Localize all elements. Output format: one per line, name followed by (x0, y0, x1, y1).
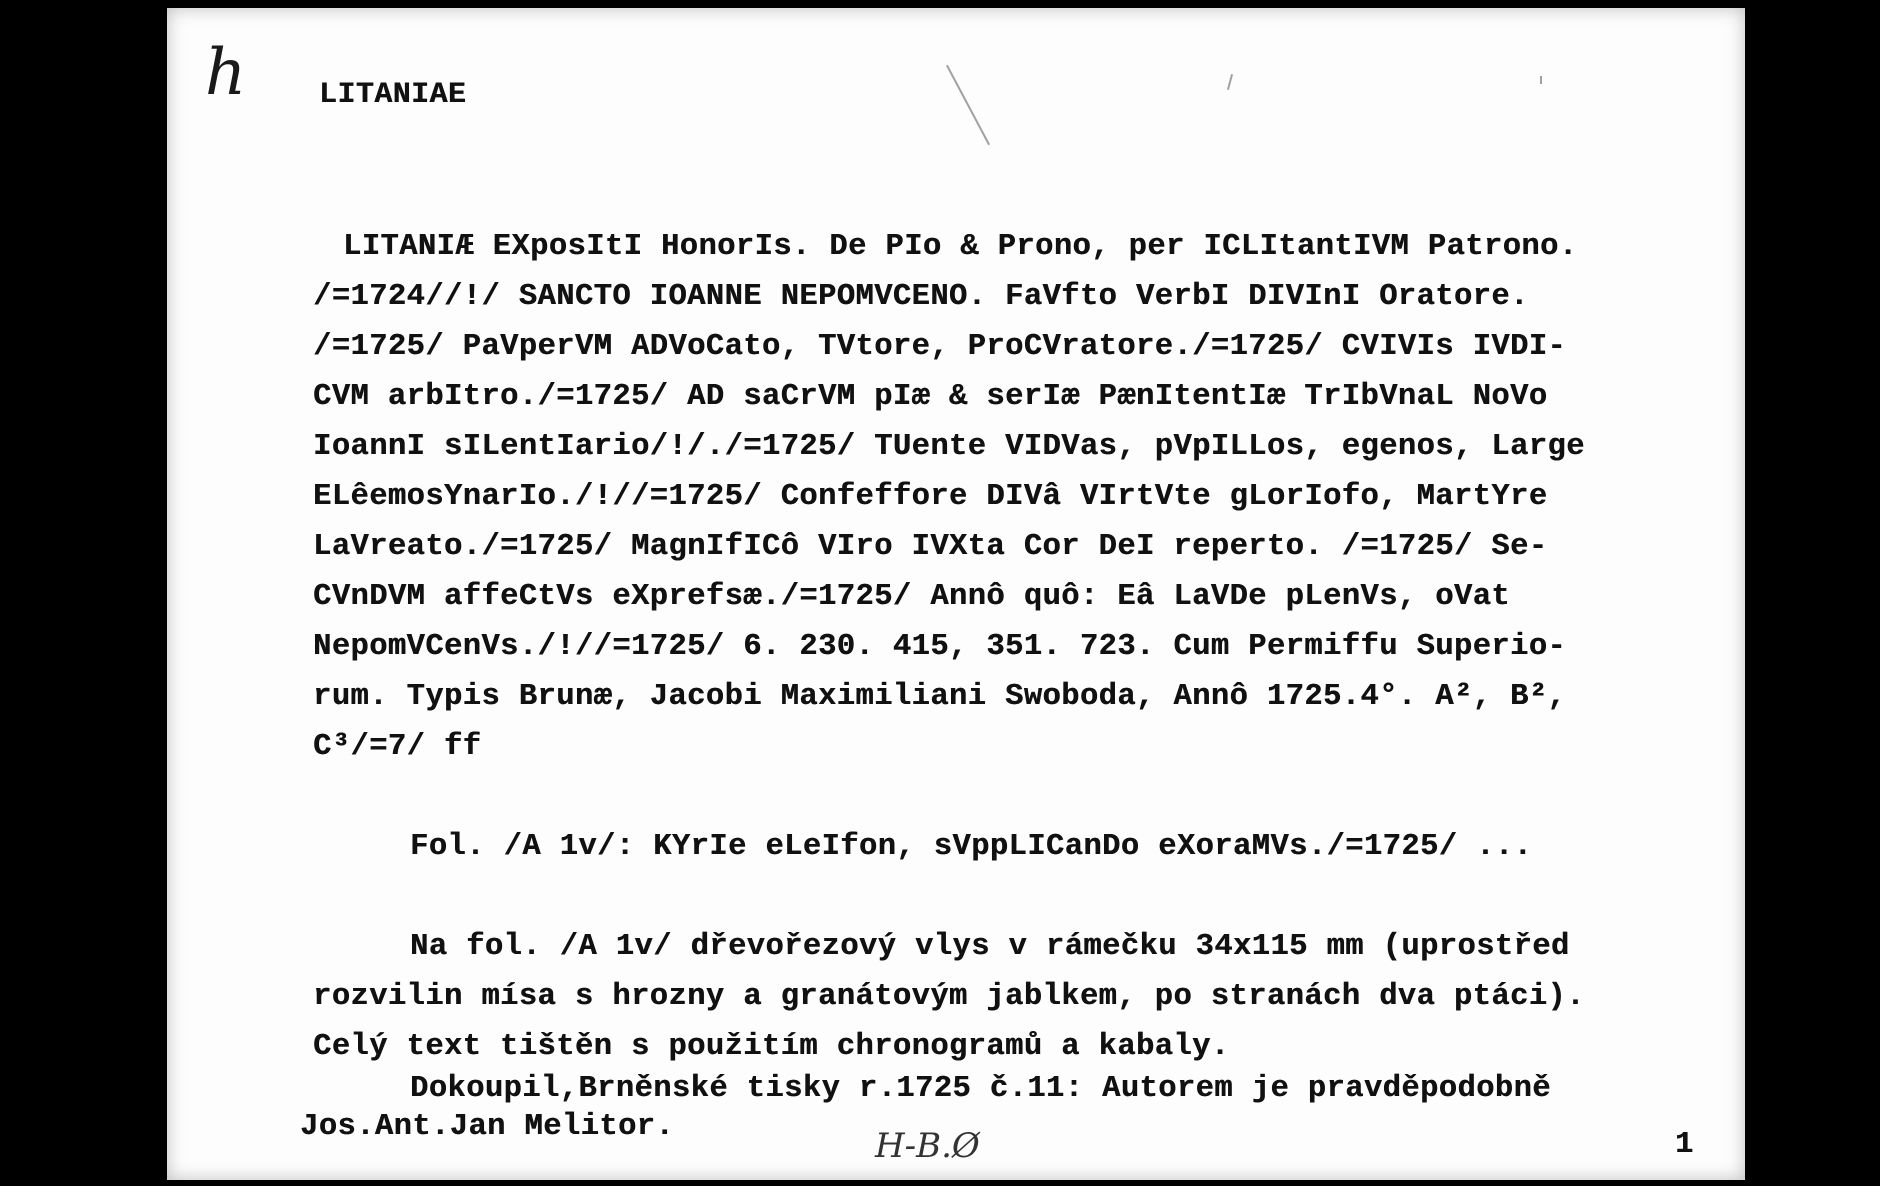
body-line: C³/=7/ ff (313, 730, 482, 764)
corner-handwritten-mark: h (205, 36, 247, 110)
body-line: rum. Typis Brunæ, Jacobi Maximiliani Swoboda, Annô 1725.4°. A², B², (313, 680, 1567, 714)
note-line: rozvilin mísa s hrozny a granátovým jablkem, po stranách dva ptáci). (313, 980, 1585, 1014)
body-line: CVnDVM affeCtVs eXprefsæ./=1725/ Annô quô: Eâ LaVDe pLenVs, oVat (313, 580, 1510, 614)
card-heading: LITANIAE (319, 78, 467, 112)
body-line: /=1725/ PaVperVM ADVoCato, TVtore, ProCVratore./=1725/ CVIVIs IVDI- (313, 330, 1567, 364)
body-line: IoannI sILentIario/!/./=1725/ TUente VIDVas, pVpILLos, egenos, Large (313, 430, 1585, 464)
body-line: /=1724//!/ SANCTO IOANNE NEPOMVCENO. FaVfto VerbI DIVInI Oratore. (313, 280, 1529, 314)
scratch-mark (1540, 76, 1542, 84)
page-number: 1 (1675, 1128, 1694, 1162)
body-line: CVM arbItro./=1725/ AD saCrVM pIæ & serIæ PænItentIæ TrIbVnaL NoVo (313, 380, 1548, 414)
body-line: LaVreato./=1725/ MagnIfICô VIro IVXta Cor DeI reperto. /=1725/ Se- (313, 530, 1548, 564)
body-line: LITANIÆ EXposItI HonorIs. De PIo & Prono, per ICLItantIVM Patrono. (343, 230, 1578, 264)
note-line: Na fol. /A 1v/ dřevořezový vlys v rámečku 34x115 mm (uprostřed (410, 930, 1570, 964)
body-line: NepomVCenVs./!//=1725/ 6. 230. 415, 351. 723. Cum Permiffu Superio- (313, 630, 1567, 664)
body-line: ELêemosYnarIo./!//=1725/ Confeffore DIVâ VIrtVte gLorIofo, MartYre (313, 480, 1548, 514)
handwritten-signature: H-B.Ø (875, 1126, 980, 1166)
scratch-mark (1227, 74, 1233, 90)
reference-line: Jos.Ant.Jan Melitor. (300, 1110, 675, 1144)
folio-incipit: Fol. /A 1v/: KYrIe eLeIfon, sVppLICanDo eXoraMVs./=1725/ ... (410, 830, 1533, 864)
reference-line: Dokoupil,Brněnské tisky r.1725 č.11: Autorem je pravděpodobně (410, 1072, 1551, 1106)
scratch-mark (946, 65, 990, 145)
note-line: Celý text tištěn s použitím chronogramů a kabaly. (313, 1030, 1230, 1064)
